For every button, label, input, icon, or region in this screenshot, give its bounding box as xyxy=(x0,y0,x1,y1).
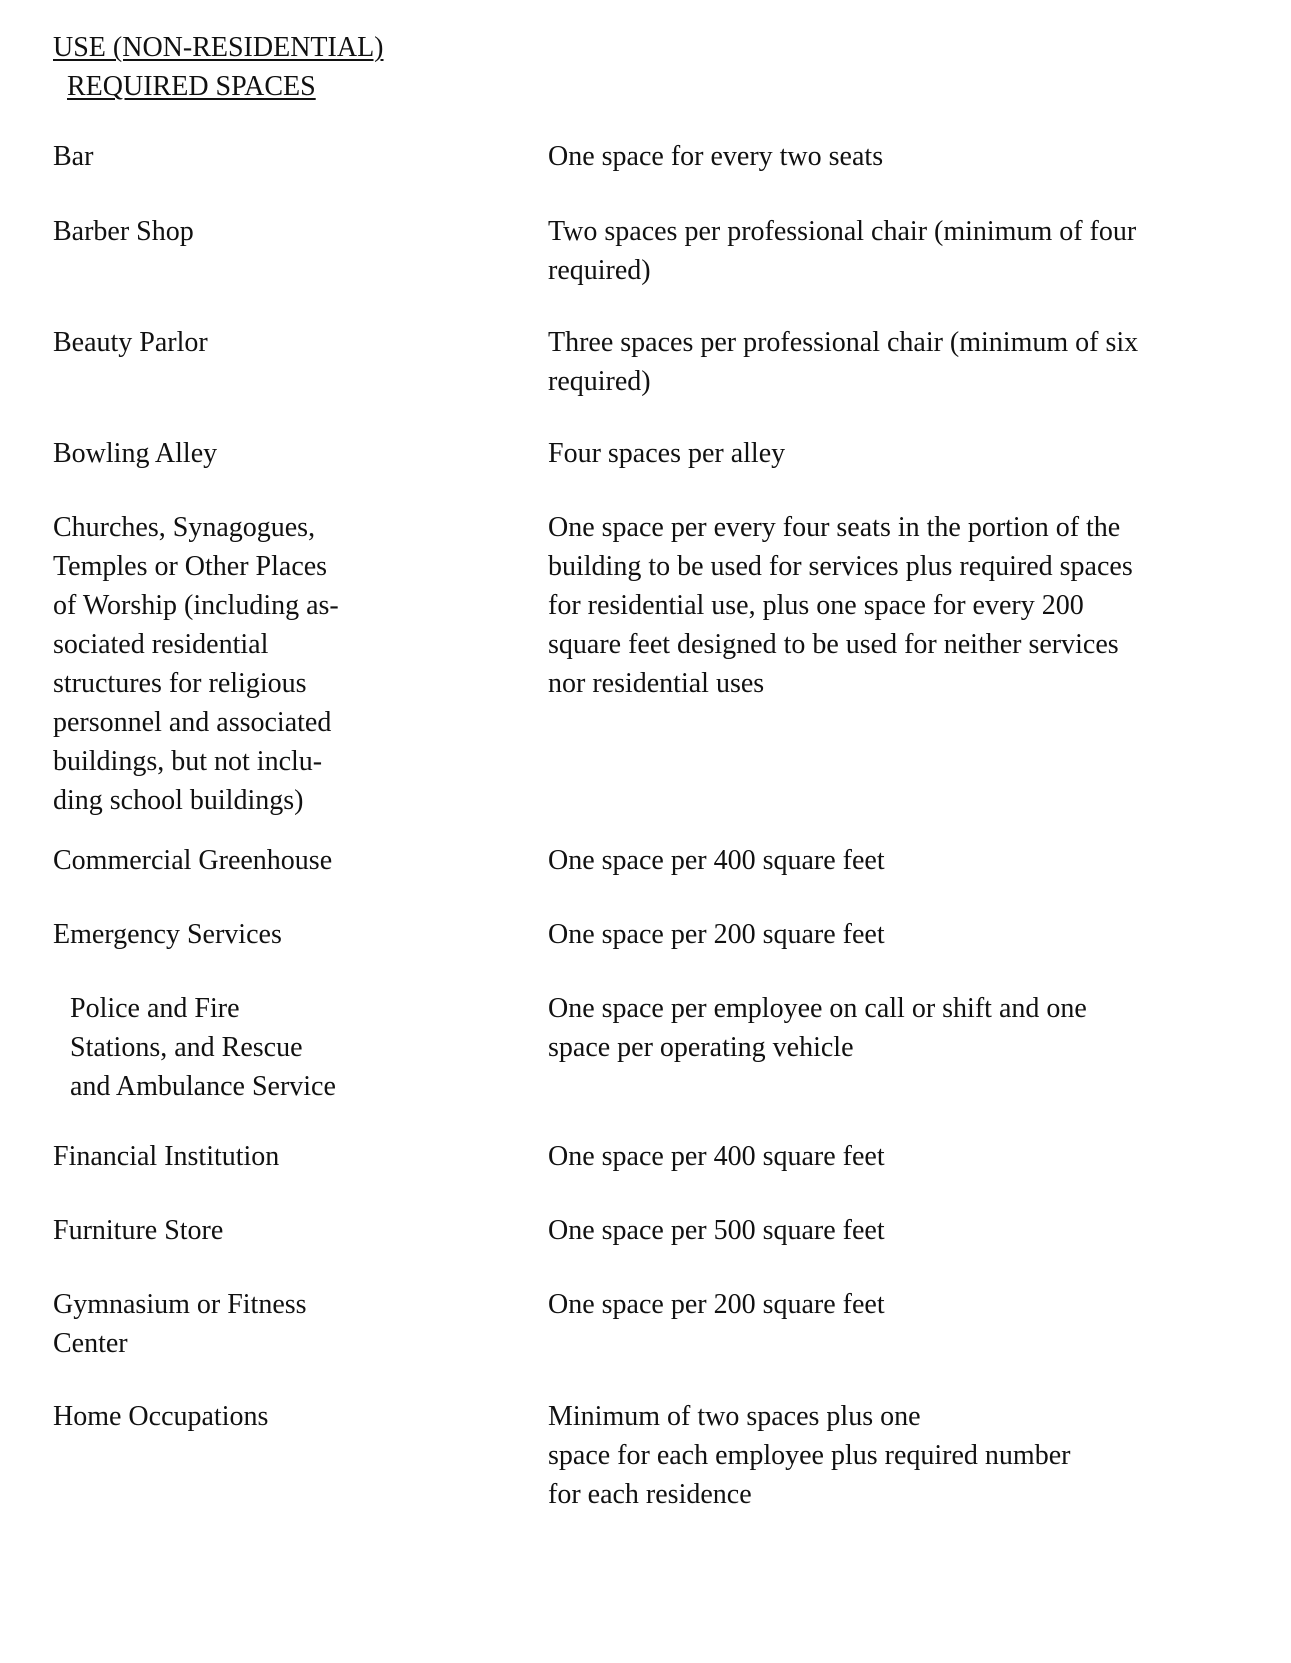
required-spaces-text-line: Four spaces per alley xyxy=(548,438,786,469)
use-text-line: buildings, but not inclu- xyxy=(53,746,323,777)
required-spaces-cell xyxy=(548,1211,1248,1250)
required-spaces-text-line: One space per employee on call or shift and one xyxy=(548,993,1087,1024)
use-cell xyxy=(53,1285,493,1363)
required-spaces-cell xyxy=(548,989,1248,1067)
use-text-line: Emergency Services xyxy=(53,919,282,950)
required-spaces-text-line: Minimum of two spaces plus one xyxy=(548,1401,921,1432)
required-spaces-text-line: Two spaces per professional chair (minimum of four xyxy=(548,216,1137,247)
use-text-line: of Worship (including as- xyxy=(53,590,339,621)
use-text-line: Center xyxy=(53,1328,128,1359)
required-spaces-text-line: One space per 500 square feet xyxy=(548,1215,885,1246)
required-spaces-text-line: One space per 200 square feet xyxy=(548,919,885,950)
use-text-line: Furniture Store xyxy=(53,1215,224,1246)
required-spaces-text-line: space for each employee plus required number xyxy=(548,1440,1071,1471)
required-spaces-cell xyxy=(548,212,1248,290)
use-text-line: Gymnasium or Fitness xyxy=(53,1289,307,1320)
use-text-line: Bowling Alley xyxy=(53,438,218,469)
required-spaces-text-line: One space per 400 square feet xyxy=(548,845,885,876)
required-spaces-text-line: nor residential uses xyxy=(548,668,765,699)
use-cell xyxy=(53,137,493,176)
use-cell xyxy=(53,841,493,880)
use-text-line: and Ambulance Service xyxy=(70,1071,336,1102)
use-text-line: Financial Institution xyxy=(53,1141,280,1172)
required-spaces-cell xyxy=(548,1397,1248,1514)
use-cell xyxy=(53,323,493,362)
use-text-line: Temples or Other Places xyxy=(53,551,328,582)
required-spaces-text-line: One space for every two seats xyxy=(548,141,884,172)
table-heading xyxy=(53,28,384,106)
required-spaces-text-line: One space per every four seats in the portion of the xyxy=(548,512,1121,543)
use-text-line: Stations, and Rescue xyxy=(70,1032,303,1063)
required-spaces-cell xyxy=(548,841,1248,880)
required-spaces-text-line: space per operating vehicle xyxy=(548,1032,854,1063)
use-cell xyxy=(53,508,493,820)
use-cell xyxy=(53,434,493,473)
required-spaces-cell xyxy=(548,1137,1248,1176)
use-cell xyxy=(53,212,493,251)
required-spaces-text-line: building to be used for services plus required spaces xyxy=(548,551,1133,582)
required-spaces-cell xyxy=(548,434,1248,473)
use-text-line: ding school buildings) xyxy=(53,785,304,816)
required-spaces-text-line: Three spaces per professional chair (minimum of six xyxy=(548,327,1139,358)
required-spaces-text-line: for each residence xyxy=(548,1479,752,1510)
required-spaces-cell xyxy=(548,508,1248,703)
required-spaces-text-line: square feet designed to be used for neither services xyxy=(548,629,1119,660)
use-text-line: Beauty Parlor xyxy=(53,327,208,358)
use-cell xyxy=(53,1397,493,1436)
required-spaces-cell xyxy=(548,1285,1248,1324)
required-spaces-cell xyxy=(548,137,1248,176)
required-spaces-text-line: One space per 400 square feet xyxy=(548,1141,885,1172)
use-text-line: Police and Fire xyxy=(70,993,240,1024)
use-cell xyxy=(70,989,510,1106)
use-text-line: structures for religious xyxy=(53,668,307,699)
heading-required-spaces-label: REQUIRED SPACES xyxy=(67,71,316,102)
use-text-line: Churches, Synagogues, xyxy=(53,512,316,543)
required-spaces-text-line: required) xyxy=(548,255,651,286)
use-text-line: sociated residential xyxy=(53,629,269,660)
required-spaces-cell xyxy=(548,323,1248,401)
heading-use-label: USE (NON-RESIDENTIAL) xyxy=(53,32,384,63)
use-cell xyxy=(53,1137,493,1176)
use-text-line: personnel and associated xyxy=(53,707,332,738)
required-spaces-text-line: One space per 200 square feet xyxy=(548,1289,885,1320)
required-spaces-text-line: required) xyxy=(548,366,651,397)
use-text-line: Home Occupations xyxy=(53,1401,269,1432)
use-text-line: Commercial Greenhouse xyxy=(53,845,333,876)
required-spaces-text-line: for residential use, plus one space for every 200 xyxy=(548,590,1084,621)
use-text-line: Bar xyxy=(53,141,94,172)
use-text-line: Barber Shop xyxy=(53,216,194,247)
use-cell xyxy=(53,1211,493,1250)
use-cell xyxy=(53,915,493,954)
required-spaces-cell xyxy=(548,915,1248,954)
